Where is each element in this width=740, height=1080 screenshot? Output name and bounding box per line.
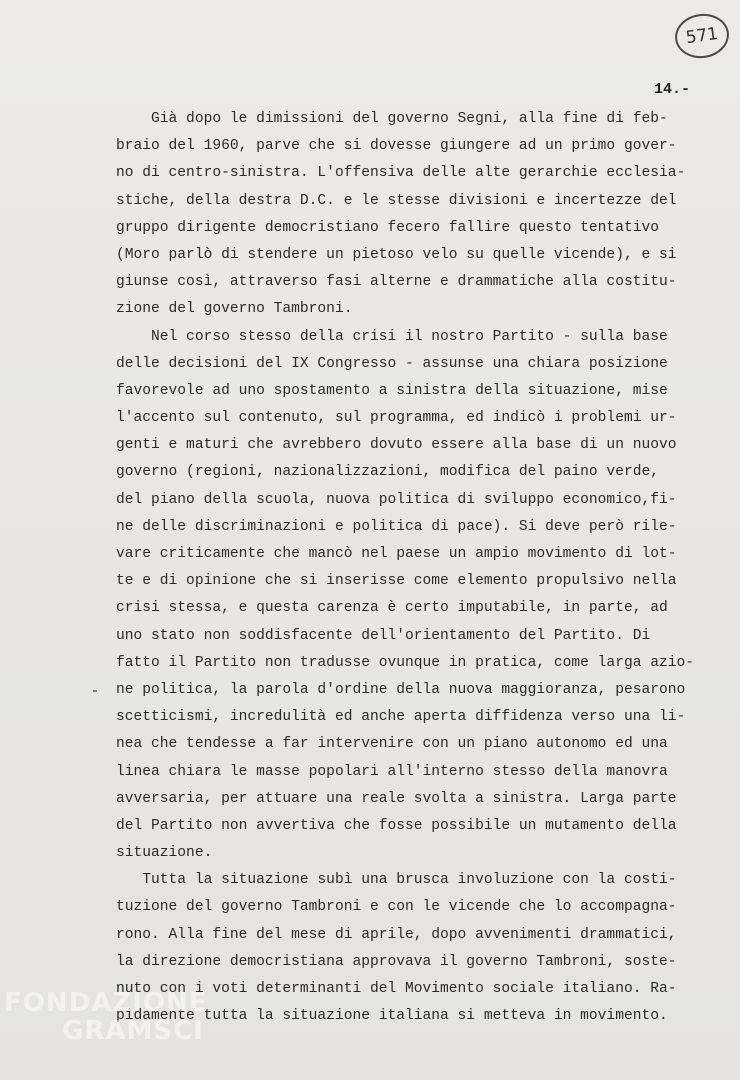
watermark-line-2: GRAMSCI [62, 1016, 204, 1046]
typewritten-body [116, 106, 706, 1030]
archive-number-stamp: 571 [672, 10, 732, 61]
text-line: tuzione del governo Tambroni e con le vicende che lo accompagna- [116, 899, 677, 916]
text-line: stiche, della destra D.C. e le stesse divisioni e incertezze del [116, 192, 677, 209]
text-line: nuto con i voti determinanti del Movimento sociale italiano. Ra- [116, 981, 677, 997]
text-line: gruppo dirigente democristiano fecero fallire questo tentativo [116, 219, 659, 236]
text-line: ne politica, la parola d'ordine della nuova maggioranza, pesarono [116, 681, 686, 698]
text-line: ne delle discriminazioni e politica di pace). Si deve però rile- [116, 518, 677, 535]
margin-mark [93, 690, 97, 692]
text-line: zione del governo Tambroni. [116, 301, 353, 318]
text-line: Nel corso stesso della crisi il nostro Partito - sulla base [116, 328, 668, 345]
text-line: uno stato non soddisfacente dell'orientamento del Partito. Di [116, 627, 651, 644]
text-line: braio del 1960, parve che si dovesse giungere ad un primo gover- [116, 138, 677, 155]
text-line: pidamente tutta la situazione italiana si metteva in movimento. [116, 1008, 668, 1025]
text-line: favorevole ad uno spostamento a sinistra della situazione, mise [116, 382, 668, 399]
text-line: scetticismi, incredulità ed anche aperta diffidenza verso una li- [116, 709, 686, 726]
text-line: Tutta la situazione subì una brusca involuzione con la costi- [116, 872, 677, 889]
text-line: no di centro-sinistra. L'offensiva delle alte gerarchie ecclesia- [116, 165, 686, 182]
text-line: linea chiara le masse popolari all'interno stesso della manovra [116, 763, 668, 780]
text-line: delle decisioni del IX Congresso - assunse una chiara posizione [116, 355, 668, 372]
text-line: governo (regioni, nazionalizzazioni, modifica del paino verde, [116, 464, 659, 481]
text-line: l'accento sul contenuto, sul programma, ed indicò i problemi ur- [116, 410, 677, 427]
text-line: genti e maturi che avrebbero dovuto essere alla base di un nuovo [116, 437, 677, 454]
text-line: del Partito non avvertiva che fosse possibile un mutamento della [116, 817, 677, 834]
text-line: del piano della scuola, nuova politica di sviluppo economico,fi- [116, 491, 677, 508]
text-line: situazione. [116, 845, 213, 862]
text-line: (Moro parlò di stendere un pietoso velo su quelle vicende), e si [116, 246, 677, 263]
text-line: la direzione democristiana approvava il governo Tambroni, soste- [116, 953, 677, 970]
text-line: vare criticamente che mancò nel paese un ampio movimento di lot- [116, 546, 677, 562]
foundation-watermark [4, 990, 207, 1044]
text-line: fatto il Partito non tradusse ovunque in pratica, come larga azio- [116, 654, 695, 671]
text-line: avversaria, per attuare una reale svolta a sinistra. Larga parte [116, 790, 677, 807]
text-line: rono. Alla fine del mese di aprile, dopo avvenimenti drammatici, [116, 926, 677, 943]
text-line: crisi stessa, e questa carenza è certo imputabile, in parte, ad [116, 600, 668, 617]
text-line: te e di opinione che si inserisse come elemento propulsivo nella [116, 573, 677, 590]
page-number: 14.- [654, 81, 691, 98]
watermark-line-1: FONDAZIONE [4, 988, 208, 1018]
text-line: Già dopo le dimissioni del governo Segni, alla fine di feb- [116, 111, 668, 127]
text-line: nea che tendesse a far intervenire con un piano autonomo ed una [116, 736, 668, 753]
text-line: giunse così, attraverso fasi alterne e drammatiche alla costitu- [116, 274, 677, 291]
